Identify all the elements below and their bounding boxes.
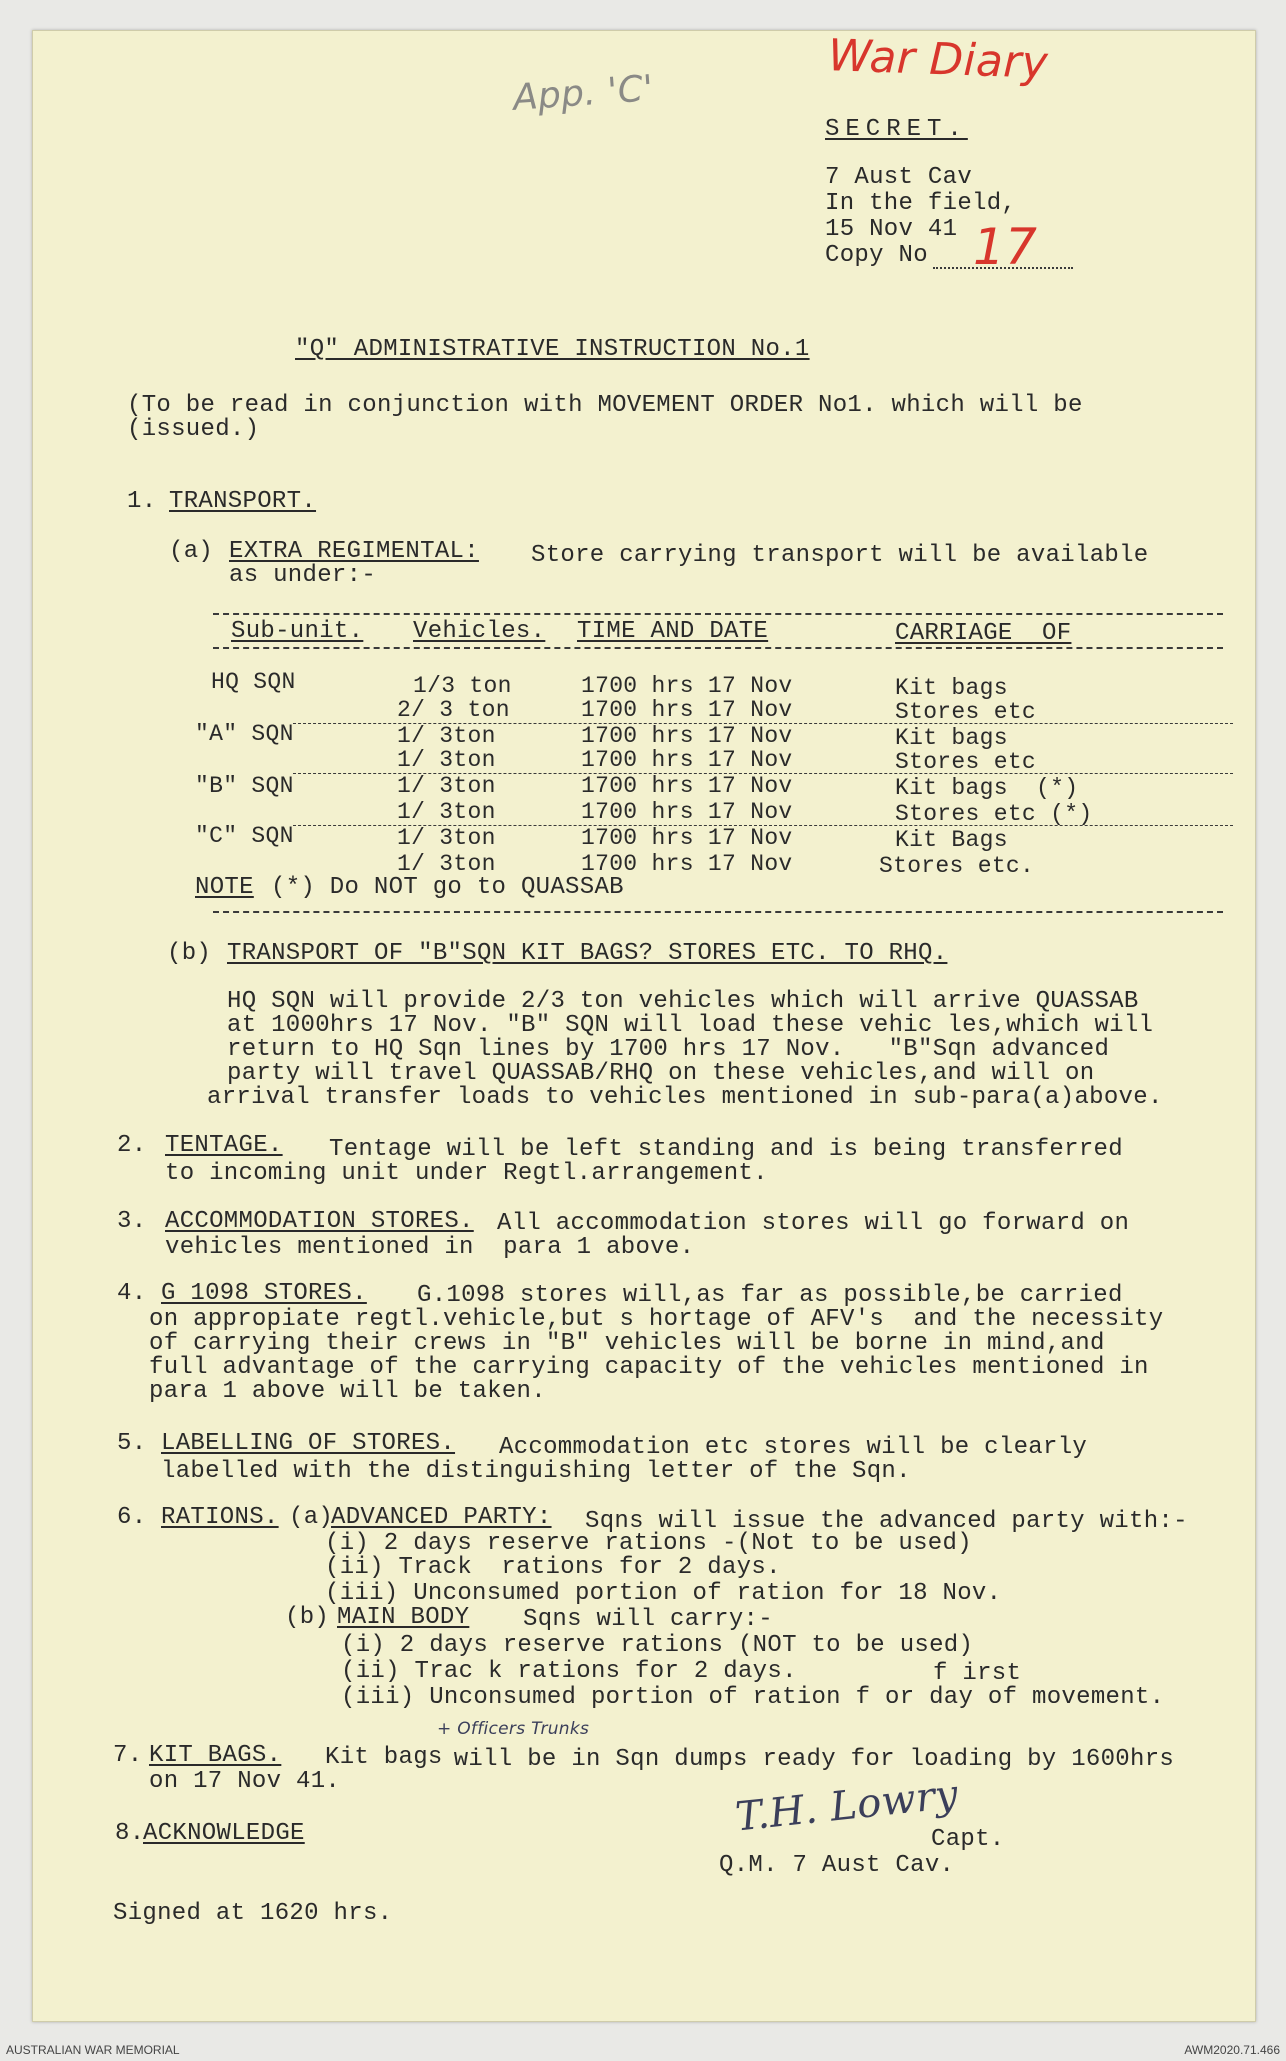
war-diary-annotation: War Diary [827, 30, 1049, 89]
section-1a-label: (a) [169, 538, 214, 565]
section-6a-item-2: (ii) Track rations for 2 days. [325, 1554, 781, 1581]
section-6b-item-1: (i) 2 days reserve rations (NOT to be used) [341, 1632, 974, 1659]
table-cell-subunit: HQ SQN [211, 669, 296, 695]
section-1a-heading: EXTRA REGIMENTAL: [229, 538, 479, 565]
intro-line-1: (To be read in conjunction with MOVEMENT ORDER No1. which will be [127, 392, 1083, 419]
signature: T.H. Lowry [733, 1771, 961, 1841]
table-rule-top [213, 613, 1223, 615]
section-1-heading: TRANSPORT. [169, 488, 317, 515]
copy-label: Copy No [825, 242, 928, 269]
table-cell-carriage: Stores etc. [879, 853, 1035, 879]
table-header-subunit: Sub-unit. [231, 618, 364, 645]
section-6b-heading: MAIN BODY [337, 1604, 470, 1631]
section-6a-heading: ADVANCED PARTY: [331, 1504, 552, 1531]
section-8-heading: ACKNOWLEDGE [143, 1820, 305, 1847]
unit-name: 7 Aust Cav [825, 164, 973, 191]
section-5-line-1: Accommodation etc stores will be clearly [499, 1434, 1088, 1461]
table-cell-time: 1700 hrs 17 Nov [581, 799, 793, 825]
section-7-line-1b: will be in Sqn dumps ready for loading by 1600hrs [439, 1746, 1175, 1773]
section-3-heading: ACCOMMODATION STORES. [165, 1208, 474, 1235]
table-cell-vehicles: 1/ 3ton [397, 773, 496, 799]
table-cell-carriage: Stores etc [895, 699, 1037, 725]
date: 15 Nov 41 [825, 216, 958, 243]
section-6a-text: Sqns will issue the advanced party with:- [585, 1508, 1188, 1535]
table-cell-vehicles: 1/ 3ton [397, 747, 496, 773]
table-cell-carriage: Kit bags (*) [895, 775, 1079, 801]
table-cell-carriage: Kit bags [895, 725, 1008, 751]
section-7-handwritten-insertion: + Officers Trunks [437, 1719, 590, 1739]
section-6a-item-3: (iii) Unconsumed portion of ration for 18 Nov. [325, 1580, 1002, 1607]
section-4-line-2: on appropiate regtl.vehicle,but s hortage of AFV's and the necessity [149, 1306, 1164, 1333]
section-5-line-2: labelled with the distinguishing letter of the Sqn. [161, 1458, 911, 1485]
section-5-number: 5. [117, 1430, 147, 1457]
table-cell-vehicles: 1/ 3ton [397, 825, 496, 851]
table-rule-header [213, 647, 1223, 649]
table-cell-vehicles: 1/ 3ton [397, 851, 496, 877]
copy-number: 17 [973, 218, 1038, 276]
table-cell-time: 1700 hrs 17 Nov [581, 773, 793, 799]
table-cell-subunit: "B" SQN [195, 773, 294, 799]
table-cell-vehicles: 1/ 3ton [397, 723, 496, 749]
table-cell-carriage: Stores etc (*) [895, 801, 1093, 827]
section-7-line-1a: Kit bags [325, 1744, 443, 1771]
table-cell-time: 1700 hrs 17 Nov [581, 723, 793, 749]
table-cell-time: 1700 hrs 17 Nov [581, 673, 793, 699]
signoff-rank: Capt. [931, 1826, 1005, 1853]
section-6-number: 6. [117, 1504, 147, 1531]
section-6-heading: RATIONS. [161, 1504, 279, 1531]
footer-reference: AWM2020.71.466 [1184, 2043, 1280, 2057]
section-2-line-2: to incoming unit under Regtl.arrangement. [165, 1160, 768, 1187]
section-1b-label: (b) [167, 940, 212, 967]
table-header-carriage: CARRIAGE OF [895, 620, 1072, 647]
section-4-number: 4. [117, 1280, 147, 1307]
secret-marking: SECRET. [825, 116, 968, 143]
section-4-line-4: full advantage of the carrying capacity of the vehicles mentioned in [149, 1354, 1149, 1381]
section-1b-line-5: arrival transfer loads to vehicles mentioned in sub-para(a)above. [207, 1084, 1163, 1111]
table-cell-time: 1700 hrs 17 Nov [581, 825, 793, 851]
section-1a-text: Store carrying transport will be available [531, 542, 1149, 569]
intro-line-2: (issued.) [127, 416, 260, 443]
table-cell-vehicles: 1/ 3ton [397, 799, 496, 825]
section-3-line-1: All accommodation stores will go forward on [497, 1210, 1130, 1237]
table-rule-bottom [213, 911, 1223, 913]
section-4-line-5: para 1 above will be taken. [149, 1378, 546, 1405]
section-1-number: 1. [127, 488, 157, 515]
table-cell-subunit: "C" SQN [195, 823, 294, 849]
section-5-heading: LABELLING OF STORES. [161, 1430, 456, 1457]
section-4-heading: G 1098 STORES. [161, 1280, 367, 1307]
section-1b-line-4: party will travel QUASSAB/RHQ on these vehicles,and will on [227, 1060, 1095, 1087]
table-cell-time: 1700 hrs 17 Nov [581, 697, 793, 723]
section-6a-item-1: (i) 2 days reserve rations -(Not to be used) [325, 1530, 972, 1557]
section-6a-label: (a) [289, 1504, 334, 1531]
section-6b-margin-note: f irst [933, 1660, 1022, 1687]
table-cell-carriage: Stores etc [895, 749, 1037, 775]
section-6b-text: Sqns will carry:- [523, 1606, 773, 1633]
table-cell-time: 1700 hrs 17 Nov [581, 851, 793, 877]
signed-time: Signed at 1620 hrs. [113, 1900, 393, 1927]
section-1b-line-3: return to HQ Sqn lines by 1700 hrs 17 Nov. "B"Sqn advanced [227, 1036, 1110, 1063]
section-2-number: 2. [117, 1132, 147, 1159]
table-cell-carriage: Kit bags [895, 675, 1008, 701]
section-4-line-1: G.1098 stores will,as far as possible,be carried [417, 1282, 1123, 1309]
section-4-line-3: of carrying their crews in "B" vehicles will be borne in mind,and [149, 1330, 1105, 1357]
table-cell-time: 1700 hrs 17 Nov [581, 747, 793, 773]
table-cell-vehicles: 2/ 3 ton [397, 697, 510, 723]
section-1b-line-1: HQ SQN will provide 2/3 ton vehicles which will arrive QUASSAB [227, 988, 1139, 1015]
section-2-line-1: Tentage will be left standing and is being transferred [329, 1136, 1123, 1163]
signoff-role: Q.M. 7 Aust Cav. [719, 1852, 955, 1879]
table-header-time: TIME AND DATE [577, 618, 769, 645]
section-7-heading: KIT BAGS. [149, 1742, 282, 1769]
section-2-heading: TENTAGE. [165, 1132, 283, 1159]
table-cell-vehicles: 1/3 ton [413, 673, 512, 699]
table-header-vehicles: Vehicles. [413, 618, 546, 645]
appendix-annotation: App. 'C' [511, 68, 655, 119]
section-8-number: 8. [115, 1820, 145, 1847]
section-1a-text-2: as under:- [229, 562, 377, 589]
section-7-line-2: on 17 Nov 41. [149, 1768, 341, 1795]
section-7-number: 7. [113, 1742, 143, 1769]
location: In the field, [825, 190, 1017, 217]
document-page [32, 30, 1256, 2022]
section-6b-label: (b) [285, 1604, 330, 1631]
section-3-number: 3. [117, 1208, 147, 1235]
footer-credit: AUSTRALIAN WAR MEMORIAL [6, 2043, 180, 2057]
table-note-label: NOTE [195, 874, 254, 901]
table-cell-subunit: "A" SQN [195, 721, 294, 747]
section-1b-heading: TRANSPORT OF "B"SQN KIT BAGS? STORES ETC. TO RHQ. [227, 940, 948, 967]
section-3-line-2: vehicles mentioned in para 1 above. [165, 1234, 695, 1261]
document-title: "Q" ADMINISTRATIVE INSTRUCTION No.1 [295, 336, 810, 363]
section-6b-item-3: (iii) Unconsumed portion of ration f or day of movement. [341, 1684, 1165, 1711]
section-1b-line-2: at 1000hrs 17 Nov. "B" SQN will load these vehic les,which will [227, 1012, 1154, 1039]
table-cell-carriage: Kit Bags [895, 827, 1008, 853]
table-note-text: (*) Do NOT go to QUASSAB [271, 874, 624, 901]
section-6b-item-2: (ii) Trac k rations for 2 days. [341, 1658, 797, 1685]
